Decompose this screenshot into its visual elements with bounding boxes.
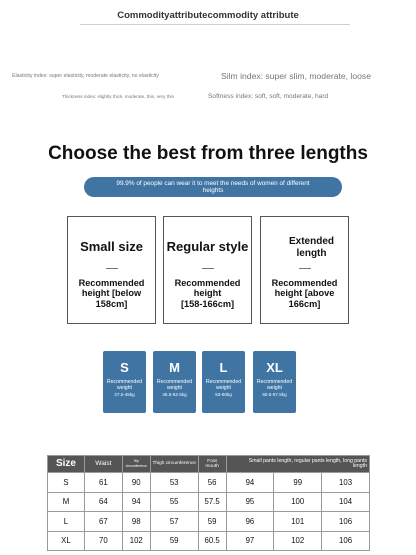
cell-waist: 70	[84, 531, 122, 551]
header-foot-line: Foot	[207, 458, 217, 464]
cell-long-length: 104	[322, 492, 370, 512]
rec-line: Recommended	[271, 278, 338, 288]
divider	[299, 268, 311, 269]
cell-hip: 102	[122, 531, 150, 551]
cell-size: S	[48, 473, 85, 493]
cell-hip: 90	[122, 473, 150, 493]
cell-waist: 64	[84, 492, 122, 512]
main-heading: Choose the best from three lengths	[48, 143, 368, 164]
length-recommendation	[68, 278, 155, 309]
thickness-index: Thickness index: slightly thick, moderate, thin, very thin	[62, 94, 175, 99]
length-name-line: length	[296, 248, 327, 259]
size-recommended	[253, 380, 296, 392]
cell-hip: 94	[122, 492, 150, 512]
cell-long-length: 106	[322, 512, 370, 532]
header-hip: Hip circumference	[122, 456, 150, 473]
header-foot-line: mouth	[205, 464, 219, 469]
rec-line: Recommended	[174, 278, 241, 288]
table-row	[48, 473, 370, 493]
cell-regular-length: 100	[274, 492, 322, 512]
rec-line: height [below	[81, 288, 142, 299]
size-weight: 60.5-67.5kg	[262, 392, 287, 397]
cell-small-length: 96	[226, 512, 274, 532]
size-rec-line: weight	[216, 384, 231, 391]
cell-size: M	[48, 492, 85, 512]
size-chart-table	[47, 455, 370, 551]
size-rec-line: Recommended	[156, 379, 193, 385]
cell-small-length: 95	[226, 492, 274, 512]
table-row	[48, 531, 370, 551]
table-row	[48, 512, 370, 532]
header-pants-line: Small pants length, regular pants length, long pants	[248, 457, 367, 464]
softness-index: Softness index: soft, soft, moderate, hard	[208, 93, 329, 100]
info-pill-line2: heights	[202, 187, 224, 195]
size-card-m	[153, 351, 196, 413]
elasticity-index: Elasticity index: super elasticity, moderate elasticity, no elasticity	[12, 73, 159, 79]
size-rec-line: weight	[267, 384, 282, 391]
size-rec-line: Recommended	[256, 379, 293, 385]
size-weight: 45.5-52.5kg	[162, 392, 187, 397]
length-recommendation	[261, 278, 348, 309]
cell-hip: 98	[122, 512, 150, 532]
cell-size: XL	[48, 531, 85, 551]
rec-line: height [above	[274, 288, 335, 299]
table-row	[48, 492, 370, 512]
header-title: Commodityattributecommodity attribute	[117, 10, 299, 21]
size-rec-line: Recommended	[205, 379, 242, 385]
size-rec-line: weight	[117, 384, 132, 391]
header-foot-mouth	[198, 456, 226, 473]
header-pants-line: length	[352, 463, 367, 469]
cell-small-length: 97	[226, 531, 274, 551]
size-recommended	[202, 380, 245, 392]
size-letter: L	[219, 360, 228, 375]
cell-foot-mouth: 57.5	[198, 492, 226, 512]
cell-small-length: 94	[226, 473, 274, 493]
cell-thigh: 59	[150, 531, 198, 551]
length-name-line: Extended	[288, 236, 334, 247]
divider	[106, 268, 118, 269]
cell-thigh: 53	[150, 473, 198, 493]
length-name	[261, 236, 348, 260]
header-size: Size	[48, 456, 85, 473]
cell-foot-mouth: 59	[198, 512, 226, 532]
size-card-xl	[253, 351, 296, 413]
size-card-s	[103, 351, 146, 413]
cell-long-length: 106	[322, 531, 370, 551]
size-recommended	[153, 380, 196, 392]
length-card-small	[67, 216, 156, 324]
cell-foot-mouth: 60.5	[198, 531, 226, 551]
cell-size: L	[48, 512, 85, 532]
cell-long-length: 103	[322, 473, 370, 493]
size-recommended	[103, 380, 146, 392]
length-card-extended	[260, 216, 349, 324]
size-weight: 37.5-45kg	[114, 392, 135, 397]
cell-regular-length: 99	[274, 473, 322, 493]
info-pill-line1: 99.9% of people can wear it to meet the needs of women of different	[116, 180, 310, 187]
size-rec-line: weight	[167, 384, 182, 391]
silm-index: Silm index: super slim, moderate, loose	[221, 71, 371, 81]
rec-line: 166cm]	[288, 298, 321, 309]
length-name: Regular style	[166, 239, 249, 254]
cell-regular-length: 102	[274, 531, 322, 551]
length-card-regular	[163, 216, 252, 324]
rec-line: Recommended	[78, 278, 145, 288]
size-letter: XL	[266, 360, 283, 375]
size-rec-line: Recommended	[106, 379, 143, 385]
cell-thigh: 55	[150, 492, 198, 512]
cell-waist: 67	[84, 512, 122, 532]
length-name: Small size	[80, 239, 143, 254]
rec-line: 158cm]	[95, 298, 128, 309]
size-letter: M	[169, 360, 180, 375]
cell-waist: 61	[84, 473, 122, 493]
cell-foot-mouth: 56	[198, 473, 226, 493]
cell-regular-length: 101	[274, 512, 322, 532]
rec-line: [158-166cm]	[180, 298, 235, 309]
header-waist: Waist	[84, 456, 122, 473]
length-recommendation	[164, 278, 251, 309]
cell-thigh: 57	[150, 512, 198, 532]
header-pants-length	[226, 456, 369, 473]
size-card-l	[202, 351, 245, 413]
header-thigh: Thigh circumference	[150, 456, 198, 473]
rec-line: height	[193, 288, 222, 299]
table-header-row	[48, 456, 370, 473]
header-divider	[80, 24, 350, 25]
size-weight: 53-60kg	[215, 392, 232, 397]
divider	[202, 268, 214, 269]
info-pill	[84, 177, 342, 197]
size-letter: S	[120, 360, 129, 375]
